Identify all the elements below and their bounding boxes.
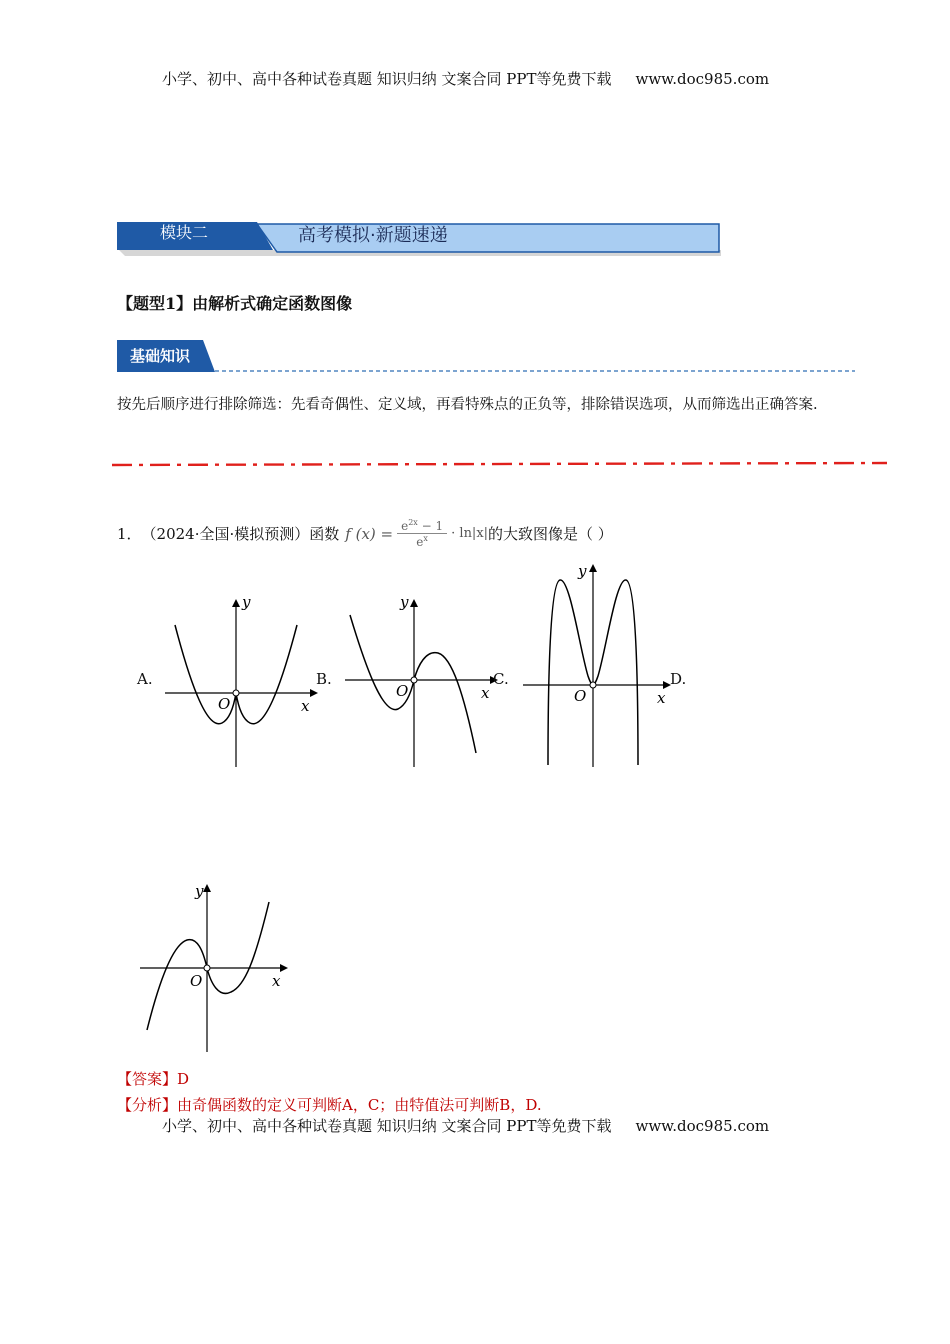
option-a-graph[interactable] [160,595,320,770]
footer-url[interactable]: www.doc985.com [635,1117,770,1135]
section-divider [112,460,887,470]
axis-x-label: x [301,697,310,715]
axis-y-label: y [195,882,204,900]
axis-y-label: y [242,593,251,611]
option-c-graph[interactable] [518,560,678,770]
origin-label: O [190,972,203,990]
page-header [162,68,769,89]
origin-label: O [396,682,409,700]
page-footer [162,1115,769,1136]
header-text: 小学、初中、高中各种试卷真题 知识归纳 文案合同 PPT等免费下载 [162,70,612,88]
option-a-label[interactable]: A. [137,670,153,688]
question-number: 1． [117,525,142,543]
origin-label: O [218,695,231,713]
fraction-denominator: $e^x$ [416,534,428,549]
basic-knowledge-tab [117,340,857,374]
question-source: （2024·全国·模拟预测）函数 [141,525,340,543]
option-c-label[interactable]: C. [493,670,509,688]
function-name: f (x) = [345,524,394,543]
header-url[interactable]: www.doc985.com [635,70,770,88]
module-label: 模块二 [160,223,209,242]
question-stem [117,518,613,549]
axis-y-label: y [400,593,409,611]
origin-label: O [574,687,587,705]
question-tail: 的大致图像是（ ） [488,525,613,543]
option-d-graph[interactable] [135,880,295,1055]
fraction-numerator: $e^{2x} - 1$ [397,518,447,534]
axis-x-label: x [481,684,490,702]
basic-knowledge-label: 基础知识 [130,347,191,365]
analysis-text: 【分析】由奇偶函数的定义可判断A，C；由特值法可判断B，D. [117,1096,542,1114]
axis-y-label: y [578,562,587,580]
module-title: 高考模拟·新题速递 [298,225,448,246]
axis-x-label: x [657,689,666,707]
question-type-heading: 【题型1】由解析式确定函数图像 [117,294,353,313]
option-b-label[interactable]: B. [316,670,332,688]
basic-knowledge-text: 按先后顺序进行排除筛选：先看奇偶性、定义域，再看特殊点的正负等，排除错误选项，从而筛选出正确答案. [117,397,818,413]
footer-text: 小学、初中、高中各种试卷真题 知识归纳 文案合同 PPT等免费下载 [162,1117,612,1135]
answer-text: 【答案】D [117,1070,190,1088]
function-fraction [397,518,447,549]
axis-x-label: x [272,972,281,990]
option-b-graph[interactable] [340,595,500,770]
ln-term: · ln|x| [451,526,489,541]
option-d-label[interactable]: D. [670,670,687,688]
